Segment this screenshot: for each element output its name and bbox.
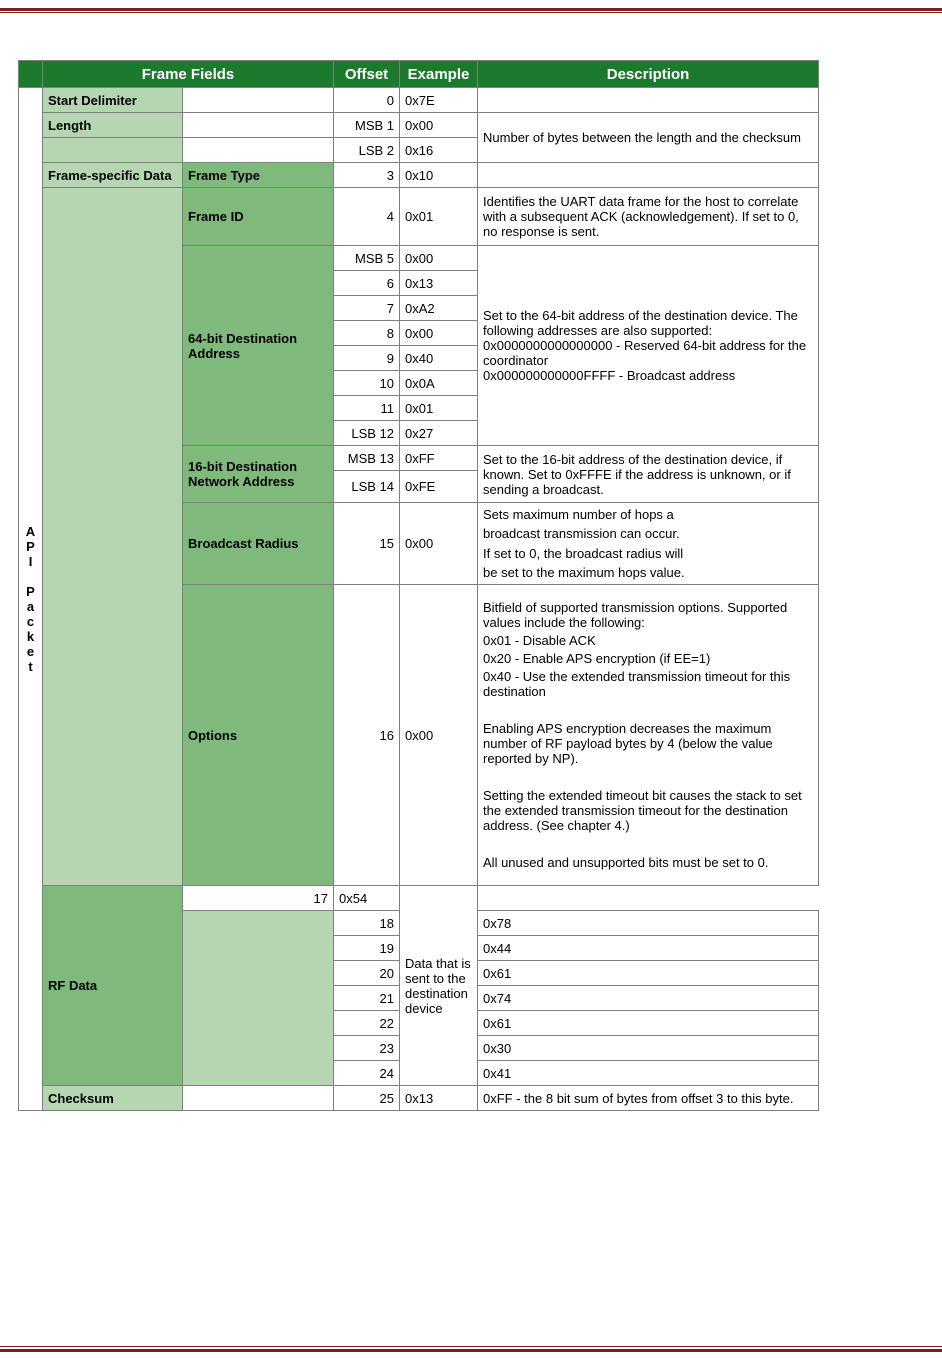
- field-broadcast-radius: Broadcast Radius: [183, 503, 334, 585]
- offset-cell: 4: [334, 188, 400, 246]
- field-length-cont: [43, 138, 183, 163]
- offset-cell: 3: [334, 163, 400, 188]
- top-rule: [0, 8, 942, 11]
- api-packet-label: A P I P a c k e t: [19, 88, 43, 1111]
- header-offset: Offset: [334, 61, 400, 88]
- example-cell: 0x00: [400, 246, 478, 271]
- offset-cell: 15: [334, 503, 400, 585]
- example-cell: 0x16: [400, 138, 478, 163]
- field-checksum: Checksum: [43, 1086, 183, 1111]
- example-cell: 0x13: [400, 271, 478, 296]
- desc-options: Bitfield of supported transmission options. Supported values include the following: 0x01 - Disable ACK 0x20 - Enable APS encryption (if EE=1) 0x40 - Use the extended transmission timeout for this destination Enabling APS encryption decreases the maximum number of RF payload bytes by 4 (below the value reported by NP). Setting the extended timeout bit causes the stack to set the extended transmission timeout for the destination address. (See chapter 4.) All unused and unsupported bits must be set to 0.: [478, 585, 819, 886]
- example-cell: 0x7E: [400, 88, 478, 113]
- desc-dest64: Set to the 64-bit address of the destination device. The following addresses are also supported: 0x0000000000000000 - Reserved 64-bit address for the coordinator 0x000000000000FFFF - Broadcast address: [478, 246, 819, 446]
- example-cell: 0xFE: [400, 471, 478, 503]
- offset-cell: 18: [334, 911, 400, 936]
- desc-frame-type: [478, 163, 819, 188]
- field-rf-data: RF Data: [43, 886, 183, 1086]
- example-cell: 0xA2: [400, 296, 478, 321]
- field-frame-specific-data: Frame-specific Data: [43, 163, 183, 188]
- offset-cell: 7: [334, 296, 400, 321]
- desc-frame-id: Identifies the UART data frame for the host to correlate with a subsequent ACK (acknowledgement). If set to 0, no response is sent.: [478, 188, 819, 246]
- example-cell: 0x0A: [400, 371, 478, 396]
- example-cell: 0x01: [400, 396, 478, 421]
- table-row: [19, 163, 819, 188]
- example-cell: 0x30: [478, 1036, 819, 1061]
- example-cell: 0xFF: [400, 446, 478, 471]
- bottom-rule: [0, 1349, 942, 1352]
- offset-cell: 16: [334, 585, 400, 886]
- api-frame-table: [18, 60, 819, 1111]
- table-row: [19, 886, 819, 911]
- offset-cell: 20: [334, 961, 400, 986]
- desc-checksum: 0xFF - the 8 bit sum of bytes from offset 3 to this byte.: [478, 1086, 819, 1111]
- header-example: Example: [400, 61, 478, 88]
- example-cell: 0x44: [478, 936, 819, 961]
- offset-cell: LSB 12: [334, 421, 400, 446]
- blank-cell: [183, 88, 334, 113]
- field-start-delimiter: Start Delimiter: [43, 88, 183, 113]
- blank-cell: [183, 138, 334, 163]
- offset-cell: 24: [334, 1061, 400, 1086]
- blank-cell: [183, 113, 334, 138]
- example-cell: 0x00: [400, 585, 478, 886]
- offset-cell: 6: [334, 271, 400, 296]
- offset-cell: 25: [334, 1086, 400, 1111]
- field-dest64: 64-bit Destination Address: [183, 246, 334, 446]
- offset-cell: MSB 13: [334, 446, 400, 471]
- frame-specific-span-a: [43, 188, 183, 886]
- table-row: [19, 88, 819, 113]
- offset-cell: 11: [334, 396, 400, 421]
- desc-length: Number of bytes between the length and the checksum: [478, 113, 819, 163]
- frame-specific-span-b: [183, 911, 334, 1086]
- offset-cell: 22: [334, 1011, 400, 1036]
- offset-cell: LSB 2: [334, 138, 400, 163]
- offset-cell: 19: [334, 936, 400, 961]
- example-cell: 0x78: [478, 911, 819, 936]
- offset-cell: 21: [334, 986, 400, 1011]
- example-cell: 0x01: [400, 188, 478, 246]
- header-description: Description: [478, 61, 819, 88]
- example-cell: 0x41: [478, 1061, 819, 1086]
- bottom-rule-thin: [0, 1346, 942, 1347]
- offset-cell: 10: [334, 371, 400, 396]
- desc-dest16: Set to the 16-bit address of the destination device, if known. Set to 0xFFFE if the address is unknown, or if sending a broadcast.: [478, 446, 819, 503]
- table-row: [19, 188, 819, 246]
- example-cell: 0x61: [478, 961, 819, 986]
- field-frame-type: Frame Type: [183, 163, 334, 188]
- desc-rf-data: Data that is sent to the destination device: [400, 886, 478, 1086]
- field-frame-id: Frame ID: [183, 188, 334, 246]
- blank-cell: [183, 1086, 334, 1111]
- offset-cell: MSB 5: [334, 246, 400, 271]
- example-cell: 0x74: [478, 986, 819, 1011]
- example-cell: 0x00: [400, 503, 478, 585]
- example-cell: 0x00: [400, 321, 478, 346]
- offset-cell: LSB 14: [334, 471, 400, 503]
- example-cell: 0x61: [478, 1011, 819, 1036]
- example-cell: 0x13: [400, 1086, 478, 1111]
- example-cell: 0x27: [400, 421, 478, 446]
- offset-cell: 8: [334, 321, 400, 346]
- offset-cell: 9: [334, 346, 400, 371]
- table-row: [19, 1086, 819, 1111]
- field-dest16: 16-bit Destination Network Address: [183, 446, 334, 503]
- offset-cell: 23: [334, 1036, 400, 1061]
- field-options: Options: [183, 585, 334, 886]
- example-cell: 0x10: [400, 163, 478, 188]
- desc-broadcast-radius: Sets maximum number of hops a broadcast transmission can occur. If set to 0, the broadcast radius will be set to the maximum hops value.: [478, 503, 819, 585]
- table-row: [19, 113, 819, 138]
- example-cell: 0x54: [334, 886, 400, 911]
- offset-cell: 0: [334, 88, 400, 113]
- top-rule-thin: [0, 12, 942, 13]
- example-cell: 0x00: [400, 113, 478, 138]
- offset-cell: 17: [183, 886, 334, 911]
- field-length: Length: [43, 113, 183, 138]
- offset-cell: MSB 1: [334, 113, 400, 138]
- header-frame-fields: Frame Fields: [43, 61, 334, 88]
- header-blank: [19, 61, 43, 88]
- desc-start-delimiter: [478, 88, 819, 113]
- example-cell: 0x40: [400, 346, 478, 371]
- header-row: [19, 61, 819, 88]
